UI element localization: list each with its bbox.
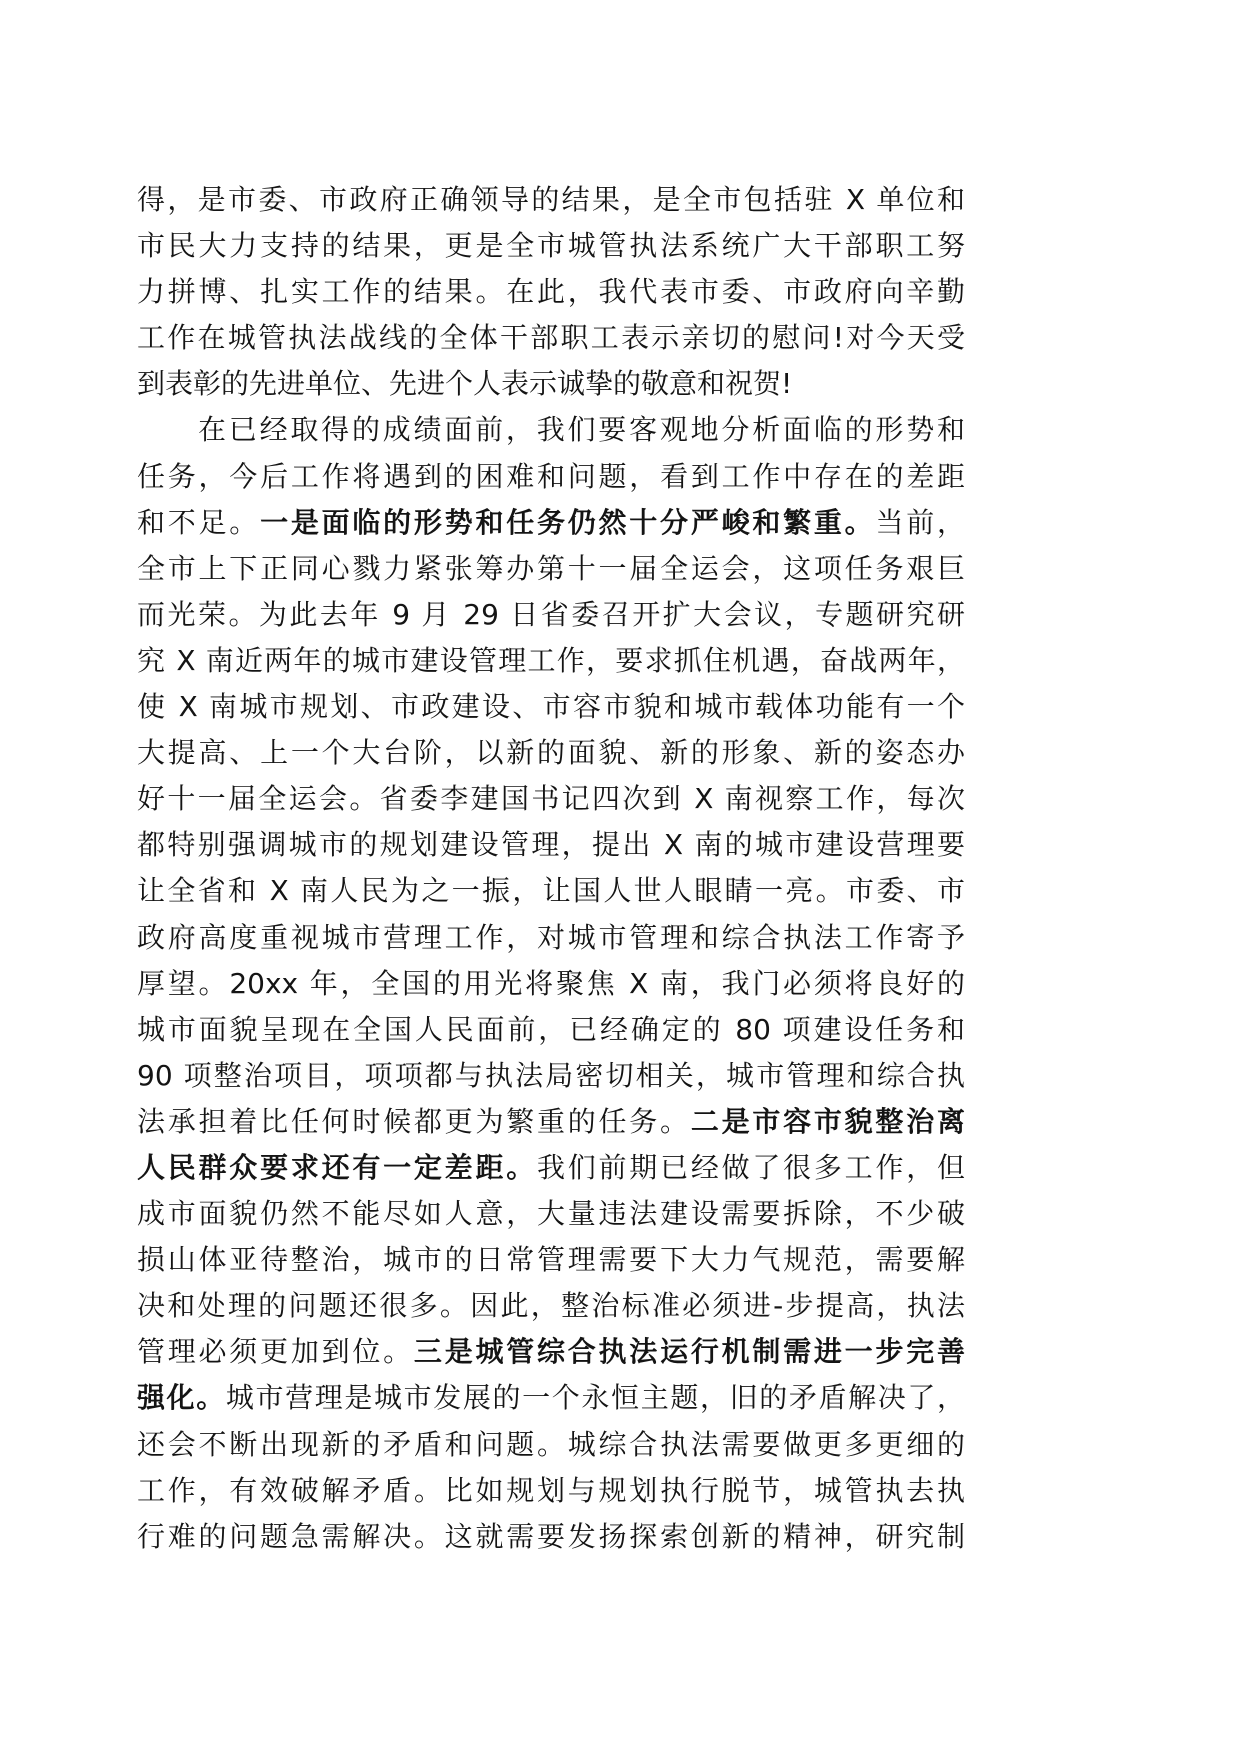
- text-run: 市民大力支持的结果，更是全市城管执法系统广大干部职工努: [137, 229, 965, 263]
- text-run: 法承担着比任何时候都更为繁重的任务。: [137, 1104, 691, 1138]
- paragraph-1: [137, 177, 965, 407]
- bold-heading-point-2: 二是市容市貌整治离: [690, 1104, 965, 1138]
- text-run: 管理必须更加到位。: [137, 1335, 414, 1369]
- text-line: [137, 1191, 965, 1237]
- text-run: 城市营理是城市发展的一个永恒主题，旧的矛盾解决了，: [225, 1381, 965, 1415]
- text-line: [137, 1468, 965, 1514]
- bold-heading-point-1: 一是面临的形势和任务仍然十分严峻和繁重。: [260, 505, 876, 539]
- text-run: 政府高度重视城市营理工作，对城市管理和综合执法工作寄予: [137, 920, 965, 954]
- text-line: [137, 500, 965, 546]
- text-run: 究 X 南近两年的城市建设管理工作，要求抓住机遇，奋战两年，: [137, 643, 965, 677]
- text-run: 好十一届全运会。省委李建国书记四次到 X 南视察工作，每次: [137, 782, 965, 816]
- text-line: [137, 1099, 965, 1145]
- text-run: 得，是市委、市政府正确领导的结果，是全市包括驻 X 单位和: [137, 183, 965, 216]
- text-line: [137, 315, 965, 361]
- text-line: [137, 915, 965, 961]
- text-run: 工作，有效破解矛盾。比如规划与规划执行脱节，城管执去执: [137, 1473, 965, 1507]
- text-run: 大提高、上一个大台阶，以新的面貌、新的形象、新的姿态办: [137, 736, 965, 770]
- text-run: 当前，: [875, 505, 965, 539]
- text-run: 和不足。: [137, 505, 261, 539]
- text-run: 都特别强调城市的规划建设管理，提出 X 南的城市建设营理要: [137, 828, 965, 862]
- text-line: [137, 177, 965, 223]
- text-run: 使 X 南城市规划、市政建设、市容市貌和城市载体功能有一个: [137, 690, 965, 724]
- text-line: [137, 223, 965, 269]
- text-line: [137, 730, 965, 776]
- text-line: [137, 1514, 965, 1560]
- text-line: [137, 592, 965, 638]
- text-run: 而光荣。为此去年 9 月 29 日省委召开扩大会议，专题研究研: [137, 597, 965, 631]
- text-run: 力拼博、扎实工作的结果。在此，我代表市委、市政府向辛勤: [137, 275, 965, 309]
- text-line: [137, 1053, 965, 1099]
- text-line: [137, 454, 965, 500]
- text-run: 工作在城管执法战线的全体干部职工表示亲切的慰问!对今天受: [137, 321, 965, 355]
- text-run: 我们前期已经做了很多工作，但: [537, 1150, 965, 1184]
- text-run: 决和处理的问题还很多。因此，整治标准必须进-步提高，执法: [137, 1289, 965, 1323]
- text-run: 行难的问题急需解决。这就需要发扬探索创新的精神，研究制: [137, 1519, 965, 1553]
- text-line: [137, 1329, 965, 1375]
- body-text: [137, 177, 965, 1560]
- text-run: 城市面貌呈现在全国人民面前，已经确定的 80 项建设任务和: [137, 1012, 965, 1046]
- text-line: [137, 638, 965, 684]
- text-line: [137, 1375, 965, 1421]
- bold-heading-point-2: 人民群众要求还有一定差距。: [137, 1150, 537, 1184]
- text-run: 在已经取得的成绩面前，我们要客观地分析面临的形势和: [198, 413, 965, 447]
- text-line: [137, 546, 965, 592]
- text-line: [137, 407, 965, 453]
- paragraph-2: [137, 407, 965, 1559]
- text-run: 全市上下正同心戮力紧张筹办第十一届全运会，这项任务艰巨: [137, 551, 965, 585]
- text-run: 损山体亚待整治，城市的日常管理需要下大力气规范，需要解: [137, 1243, 965, 1277]
- text-run: 90 项整治项目，项项都与执法局密切相关，城市管理和综合执: [137, 1058, 965, 1092]
- text-run: 到表彰的先进单位、先进个人表示诚挚的敬意和祝贺!: [137, 367, 793, 401]
- text-line: [137, 1237, 965, 1283]
- text-line: [137, 1422, 965, 1468]
- text-run: 成市面貌仍然不能尽如人意，大量违法建设需要拆除，不少破: [137, 1197, 965, 1231]
- text-run: 厚望。20xx 年，全国的用光将聚焦 X 南，我门必须将良好的: [137, 966, 965, 1000]
- text-line: [137, 1283, 965, 1329]
- text-line: [137, 776, 965, 822]
- text-line: [137, 269, 965, 315]
- text-line: [137, 684, 965, 730]
- text-line: [137, 868, 965, 914]
- text-line: [137, 1145, 965, 1191]
- text-run: 任务，今后工作将遇到的困难和问题，看到工作中存在的差距: [137, 459, 965, 493]
- bold-heading-point-3: 三是城管综合执法运行机制需进一步完善: [413, 1335, 965, 1369]
- text-run: 还会不断出现新的矛盾和问题。城综合执法需要做更多更细的: [137, 1427, 965, 1461]
- text-run: 让全省和 X 南人民为之一振，让国人世人眼睛一亮。市委、市: [137, 874, 965, 908]
- text-line: [137, 822, 965, 868]
- text-line: [137, 961, 965, 1007]
- text-line: [137, 361, 965, 407]
- bold-heading-point-3: 强化。: [137, 1381, 226, 1415]
- text-line: [137, 1007, 965, 1053]
